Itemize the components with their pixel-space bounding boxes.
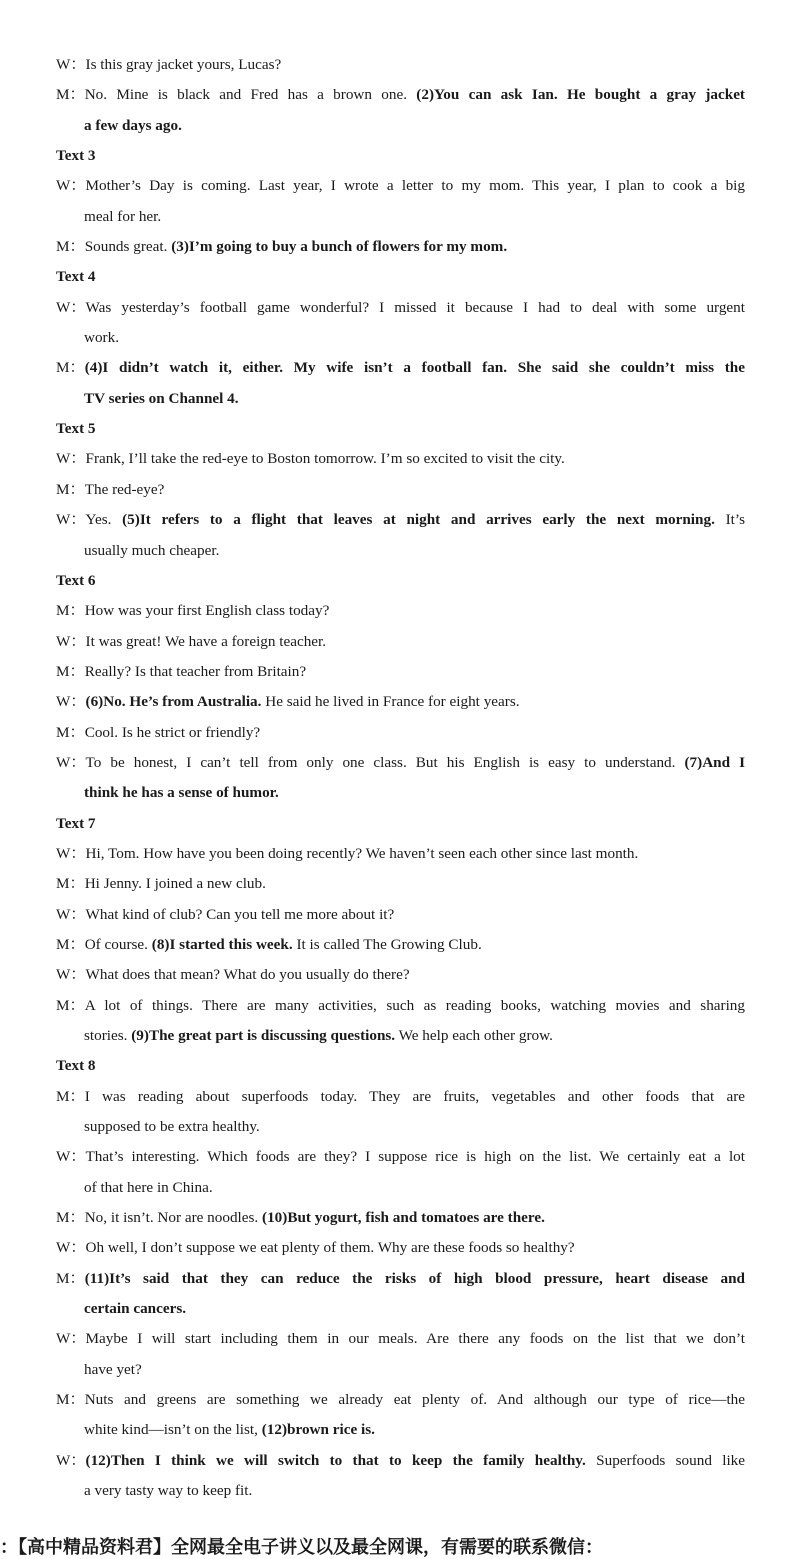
dialogue-text: Hi, Tom. How have you been doing recently? We haven’t seen each other since last month.: [85, 844, 639, 862]
dialogue-text: Text 4: [56, 268, 96, 286]
speaker-label: W：: [56, 1330, 86, 1348]
speaker-label: W：: [56, 905, 86, 923]
dialogue-text: Really? Is that teacher from Britain?: [84, 662, 307, 680]
section-heading: [0, 566, 800, 596]
speaker-label: W：: [56, 1451, 86, 1469]
dialogue-line: [0, 687, 800, 717]
speaker-label: W：: [56, 56, 86, 73]
speaker-label: M：: [56, 723, 85, 741]
dialogue-text: No. Mine is black and Fred has a brown one.: [84, 86, 417, 104]
dialogue-text: usually much cheaper.: [84, 541, 220, 559]
speaker-label: W：: [56, 693, 86, 711]
footer-watermark: ：【高中精品资料君】全网最全电子讲义以及最全网课，有需要的联系微信：: [0, 1537, 603, 1558]
speaker-label: M：: [56, 1209, 85, 1227]
dialogue-text: How was your first English class today?: [84, 602, 330, 620]
dialogue-text: Sounds great.: [84, 238, 172, 256]
dialogue-line: [0, 232, 800, 262]
dialogue-text: He said he lived in France for eight years.: [261, 693, 520, 711]
transcript-document: [0, 50, 800, 1507]
dialogue-continuation-line: [0, 323, 800, 353]
dialogue-continuation-line: [0, 1476, 800, 1506]
answer-key-text: (5)It refers to a flight that leaves at night and arrives early the next morning.: [122, 511, 715, 529]
speaker-label: W：: [56, 1239, 86, 1257]
dialogue-text: Hi Jenny. I joined a new club.: [84, 875, 266, 893]
dialogue-line: [0, 748, 745, 778]
dialogue-line: [0, 1142, 745, 1172]
dialogue-continuation-line: [0, 1173, 800, 1203]
dialogue-line: [0, 718, 800, 748]
dialogue-text: Frank, I’ll take the red-eye to Boston tomorrow. I’m so excited to visit the city.: [85, 450, 565, 468]
speaker-label: W：: [56, 844, 86, 862]
speaker-label: M：: [56, 1087, 85, 1105]
dialogue-text: Maybe I will start including them in our meals. Are there any foods on the list that we don’t: [85, 1330, 745, 1348]
dialogue-text: Cool. Is he strict or friendly?: [84, 723, 261, 741]
dialogue-line: [0, 353, 745, 383]
dialogue-line: [0, 991, 745, 1021]
speaker-label: M：: [56, 996, 85, 1014]
answer-key-text: (12)brown rice is.: [261, 1421, 375, 1439]
dialogue-text: Text 8: [56, 1057, 96, 1075]
dialogue-line: [0, 505, 745, 535]
section-heading: [0, 1051, 800, 1081]
dialogue-line: [0, 596, 800, 626]
dialogue-text: white kind—isn’t on the list,: [84, 1421, 262, 1439]
answer-key-text: TV series on Channel 4.: [84, 389, 239, 407]
speaker-label: W：: [56, 1148, 86, 1166]
speaker-label: W：: [56, 298, 86, 316]
dialogue-line: [0, 80, 745, 110]
dialogue-line: [0, 293, 745, 323]
answer-key-text: (8)I started this week.: [151, 935, 293, 953]
speaker-label: M：: [56, 662, 85, 680]
answer-key-text: (7)And I: [684, 753, 745, 771]
dialogue-line: [0, 1446, 745, 1476]
speaker-label: W：: [56, 450, 86, 468]
speaker-label: M：: [56, 86, 85, 104]
dialogue-text: Superfoods sound like: [585, 1451, 745, 1469]
dialogue-line: [0, 657, 800, 687]
dialogue-text: Yes.: [85, 511, 123, 529]
dialogue-line: [0, 960, 800, 990]
answer-key-text: think he has a sense of humor.: [84, 784, 279, 802]
section-heading: [0, 262, 800, 292]
dialogue-text: stories.: [84, 1027, 132, 1044]
section-heading: [0, 414, 800, 444]
dialogue-continuation-line: [0, 111, 800, 141]
dialogue-line: [0, 1203, 800, 1233]
dialogue-line: [0, 1324, 745, 1354]
dialogue-continuation-line: [0, 1415, 800, 1445]
dialogue-text: Of course.: [84, 935, 152, 953]
dialogue-line: [0, 839, 800, 869]
dialogue-continuation-line: [0, 536, 800, 566]
dialogue-text: Oh well, I don’t suppose we eat plenty of them. Why are these foods so healthy?: [85, 1239, 575, 1257]
dialogue-text: a very tasty way to keep fit.: [84, 1482, 253, 1500]
speaker-label: M：: [56, 935, 85, 953]
dialogue-text: Text 5: [56, 420, 96, 438]
dialogue-line: [0, 50, 800, 80]
dialogue-text: What does that mean? What do you usually do there?: [85, 966, 410, 984]
dialogue-text: supposed to be extra healthy.: [84, 1118, 260, 1136]
dialogue-text: That’s interesting. Which foods are they? I suppose rice is high on the list. We certainly eat a lot: [85, 1148, 745, 1166]
dialogue-text: It is called The Growing Club.: [292, 935, 482, 953]
speaker-label: W：: [56, 753, 86, 771]
dialogue-line: [0, 900, 800, 930]
answer-key-text: (2)You can ask Ian. He bought a gray jacket: [416, 86, 745, 104]
dialogue-text: Is this gray jacket yours, Lucas?: [85, 56, 282, 73]
answer-key-text: (3)I’m going to buy a bunch of flowers for my mom.: [171, 238, 508, 256]
dialogue-line: [0, 444, 800, 474]
dialogue-text: What kind of club? Can you tell me more about it?: [85, 905, 395, 923]
dialogue-continuation-line: [0, 1355, 800, 1385]
dialogue-continuation-line: [0, 778, 800, 808]
dialogue-text: Text 3: [56, 147, 96, 165]
answer-key-text: (10)But yogurt, fish and tomatoes are there.: [262, 1209, 545, 1227]
dialogue-line: [0, 1082, 745, 1112]
dialogue-text: It’s: [714, 511, 745, 529]
dialogue-text: meal for her.: [84, 207, 162, 225]
dialogue-text: Text 6: [56, 571, 96, 589]
speaker-label: M：: [56, 602, 85, 620]
dialogue-continuation-line: [0, 1021, 800, 1051]
answer-key-text: (4)I didn’t watch it, either. My wife isn’t a football fan. She said she couldn’t miss the: [84, 359, 745, 377]
dialogue-text: work.: [84, 329, 120, 347]
dialogue-continuation-line: [0, 1294, 800, 1324]
speaker-label: M：: [56, 875, 85, 893]
dialogue-text: I was reading about superfoods today. They are fruits, vegetables and other foods that are: [84, 1087, 745, 1105]
dialogue-line: [0, 930, 800, 960]
speaker-label: W：: [56, 511, 86, 529]
speaker-label: M：: [56, 480, 85, 498]
dialogue-text: The red-eye?: [84, 480, 165, 498]
answer-key-text: (6)No. He’s from Australia.: [85, 693, 262, 711]
section-heading: [0, 141, 800, 171]
dialogue-line: [0, 869, 800, 899]
dialogue-continuation-line: [0, 1112, 800, 1142]
dialogue-line: [0, 171, 745, 201]
answer-key-text: (9)The great part is discussing questions.: [131, 1027, 396, 1044]
dialogue-continuation-line: [0, 384, 800, 414]
answer-key-text: certain cancers.: [84, 1300, 187, 1318]
section-heading: [0, 809, 800, 839]
speaker-label: M：: [56, 1391, 85, 1409]
dialogue-text: Was yesterday’s football game wonderful? I missed it because I had to deal with some urgent: [85, 298, 745, 316]
speaker-label: M：: [56, 238, 85, 256]
answer-key-text: a few days ago.: [84, 116, 182, 134]
dialogue-text: Nuts and greens are something we already eat plenty of. And although our type of rice—the: [84, 1391, 745, 1409]
speaker-label: M：: [56, 359, 85, 377]
dialogue-line: [0, 627, 800, 657]
dialogue-line: [0, 1264, 745, 1294]
answer-key-text: (11)It’s said that they can reduce the risks of high blood pressure, heart disease and: [84, 1269, 745, 1287]
dialogue-line: [0, 1385, 745, 1415]
dialogue-text: We help each other grow.: [395, 1027, 553, 1044]
dialogue-text: It was great! We have a foreign teacher.: [85, 632, 327, 650]
speaker-label: M：: [56, 1269, 85, 1287]
speaker-label: W：: [56, 966, 86, 984]
dialogue-text: A lot of things. There are many activities, such as reading books, watching movies and sharing: [84, 996, 745, 1014]
dialogue-text: Text 7: [56, 814, 96, 832]
dialogue-continuation-line: [0, 202, 800, 232]
answer-key-text: (12)Then I think we will switch to that to keep the family healthy.: [85, 1451, 586, 1469]
speaker-label: W：: [56, 177, 86, 195]
dialogue-line: [0, 1233, 800, 1263]
dialogue-line: [0, 475, 800, 505]
dialogue-text: Mother’s Day is coming. Last year, I wrote a letter to my mom. This year, I plan to cook a big: [85, 177, 745, 195]
dialogue-text: of that here in China.: [84, 1178, 213, 1196]
speaker-label: W：: [56, 632, 86, 650]
dialogue-text: To be honest, I can’t tell from only one class. But his English is easy to understand.: [85, 753, 685, 771]
dialogue-text: No, it isn’t. Nor are noodles.: [84, 1209, 263, 1227]
dialogue-text: have yet?: [84, 1360, 142, 1378]
